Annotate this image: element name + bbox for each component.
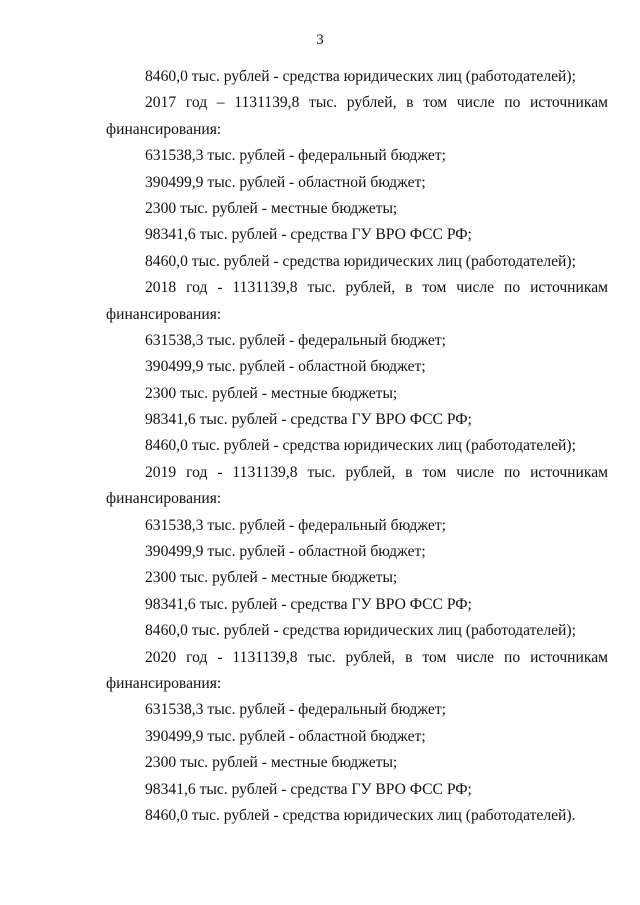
text-line: 631538,3 тыс. рублей - федеральный бюджет; (145, 701, 447, 719)
text-line: финансирования: (106, 120, 222, 138)
text-line: 8460,0 тыс. рублей - средства юридических лиц (работодателей); (145, 68, 576, 85)
text-line: 2019 год - 1131139,8 тыс. рублей, в том числе по источникам (145, 463, 608, 481)
text-line: 2300 тыс. рублей - местные бюджеты; (145, 754, 398, 772)
text-line: финансирования: (106, 674, 222, 692)
page-number: 3 (316, 32, 324, 48)
text-line: 390499,9 тыс. рублей - областной бюджет; (145, 173, 426, 191)
text-line: 2300 тыс. рублей - местные бюджеты; (145, 199, 398, 217)
text-line: 8460,0 тыс. рублей - средства юридических лиц (работодателей); (145, 622, 576, 640)
text-line: 631538,3 тыс. рублей - федеральный бюджет; (145, 331, 447, 349)
text-line: 631538,3 тыс. рублей - федеральный бюджет; (145, 147, 447, 165)
text-line: 2017 год – 1131139,8 тыс. рублей, в том числе по источникам (145, 94, 608, 112)
text-line: 390499,9 тыс. рублей - областной бюджет; (145, 358, 426, 376)
text-line: 98341,6 тыс. рублей - средства ГУ ВРО ФСС РФ; (145, 226, 472, 244)
text-line: 2300 тыс. рублей - местные бюджеты; (145, 384, 398, 402)
text-line: 98341,6 тыс. рублей - средства ГУ ВРО ФСС РФ; (145, 595, 472, 613)
text-line: 98341,6 тыс. рублей - средства ГУ ВРО ФСС РФ; (145, 411, 472, 429)
text-line: финансирования: (106, 490, 222, 508)
text-line: 390499,9 тыс. рублей - областной бюджет; (145, 543, 426, 561)
text-line: 98341,6 тыс. рублей - средства ГУ ВРО ФСС РФ; (145, 780, 472, 798)
text-line: 2300 тыс. рублей - местные бюджеты; (145, 569, 398, 587)
document-body (106, 64, 608, 829)
text-line: 8460,0 тыс. рублей - средства юридических лиц (работодателей); (145, 252, 576, 270)
text-line: 8460,0 тыс. рублей - средства юридических лиц (работодателей). (145, 806, 576, 824)
text-line: финансирования: (106, 305, 222, 323)
text-line: 2018 год - 1131139,8 тыс. рублей, в том числе по источникам (145, 279, 608, 297)
text-line: 8460,0 тыс. рублей - средства юридических лиц (работодателей); (145, 437, 576, 455)
text-line: 2020 год - 1131139,8 тыс. рублей, в том числе по источникам (145, 648, 608, 666)
text-line: 631538,3 тыс. рублей - федеральный бюджет; (145, 516, 447, 534)
text-line: 390499,9 тыс. рублей - областной бюджет; (145, 727, 426, 745)
